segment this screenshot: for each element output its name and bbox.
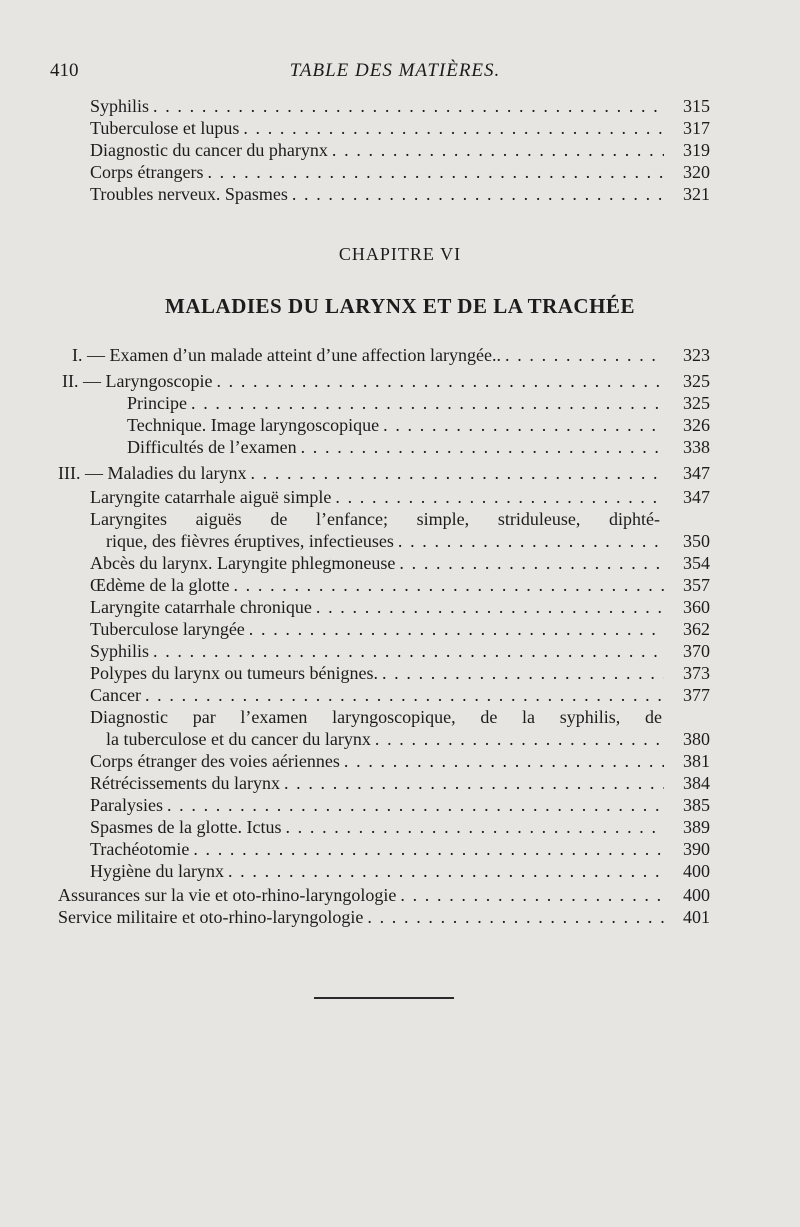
toc-entry — [90, 860, 710, 882]
entry-label-line: Diagnostic par l’examen laryngoscopique, de la syphilis, de — [90, 707, 662, 727]
toc-entry — [90, 183, 710, 205]
entry-label: Syphilis — [90, 641, 150, 661]
entry-page: 381 — [683, 751, 710, 771]
entry-page: 400 — [683, 885, 710, 905]
entry-page: 315 — [683, 96, 710, 116]
end-rule — [314, 997, 454, 999]
entry-label: Principe — [127, 393, 187, 413]
toc-entry — [106, 728, 710, 750]
entry-page: 326 — [683, 415, 710, 435]
entry-label: Hygiène du larynx — [90, 861, 224, 881]
toc-entry — [90, 794, 710, 816]
page-number: 410 — [50, 60, 79, 81]
toc-entry — [90, 816, 710, 838]
entry-label: Service militaire et oto-rhino-laryngologie — [58, 907, 364, 927]
entry-page: 338 — [683, 437, 710, 457]
entry-page: 362 — [683, 619, 710, 639]
entry-label: Rétrécissements du larynx — [90, 773, 280, 793]
entry-page: 325 — [683, 371, 710, 391]
toc-entry — [58, 906, 710, 928]
section-label: II. — Laryngoscopie — [62, 371, 213, 391]
toc-entry — [90, 684, 710, 706]
toc-entry — [127, 414, 710, 436]
toc-entry — [90, 772, 710, 794]
entry-label: Tuberculose et lupus — [90, 118, 240, 138]
entry-page: 373 — [683, 663, 710, 683]
entry-label: Polypes du larynx ou tumeurs bénignes. — [90, 663, 378, 683]
entry-page: 347 — [683, 463, 710, 483]
entry-label: Technique. Image laryngoscopique — [127, 415, 380, 435]
entry-page: 320 — [683, 162, 710, 182]
toc-entry — [90, 117, 710, 139]
toc-section — [72, 344, 710, 366]
toc-entry — [90, 618, 710, 640]
page-header — [50, 60, 740, 88]
entry-label: Difficultés de l’examen — [127, 437, 297, 457]
entry-page: 370 — [683, 641, 710, 661]
entry-label-line: Laryngites aiguës de l’enfance; simple, striduleuse, diphté- — [90, 509, 660, 529]
entry-page: 354 — [683, 553, 710, 573]
entry-label: Trachéotomie — [90, 839, 190, 859]
toc-entry — [90, 139, 710, 161]
entry-page: 380 — [683, 729, 710, 749]
entry-label: Spasmes de la glotte. Ictus — [90, 817, 282, 837]
entry-label: Laryngite catarrhale chronique — [90, 597, 312, 617]
entry-page: 350 — [683, 531, 710, 551]
toc-entry — [90, 574, 710, 596]
entry-label: rique, des fièvres éruptives, infectieuses — [106, 531, 394, 551]
entry-label: Laryngite catarrhale aiguë simple — [90, 487, 332, 507]
chapter-title: MALADIES DU LARYNX ET DE LA TRACHÉE — [165, 294, 635, 318]
toc-entry — [90, 750, 710, 772]
entry-label: Tuberculose laryngée — [90, 619, 245, 639]
entry-label: Corps étranger des voies aériennes — [90, 751, 340, 771]
toc-entry — [90, 95, 710, 117]
entry-page: 390 — [683, 839, 710, 859]
toc-entry — [90, 161, 710, 183]
toc-entry — [106, 530, 710, 552]
toc-entry — [90, 486, 710, 508]
toc-entry — [90, 596, 710, 618]
toc-entry — [90, 640, 710, 662]
entry-page: 347 — [683, 487, 710, 507]
entry-label: Paralysies — [90, 795, 163, 815]
entry-label: la tuberculose et du cancer du larynx — [106, 729, 371, 749]
entry-label: Corps étrangers — [90, 162, 204, 182]
entry-page: 384 — [683, 773, 710, 793]
entry-label: Abcès du larynx. Laryngite phlegmoneuse — [90, 553, 396, 573]
entry-label: Troubles nerveux. Spasmes — [90, 184, 288, 204]
entry-page: 360 — [683, 597, 710, 617]
toc-entry — [90, 838, 710, 860]
entry-page: 319 — [683, 140, 710, 160]
entry-page: 389 — [683, 817, 710, 837]
toc-entry — [127, 436, 710, 458]
entry-page: 357 — [683, 575, 710, 595]
toc-entry — [127, 392, 710, 414]
toc-entry — [58, 884, 710, 906]
entry-page: 317 — [683, 118, 710, 138]
entry-label: Cancer — [90, 685, 141, 705]
section-label: I. — Examen d’un malade atteint d’une affection laryngée.. — [72, 345, 501, 365]
toc-entry — [90, 662, 710, 684]
entry-label: Œdème de la glotte — [90, 575, 230, 595]
section-label: III. — Maladies du larynx — [58, 463, 247, 483]
entry-page: 321 — [683, 184, 710, 204]
chapter-label: CHAPITRE VI — [338, 244, 462, 264]
running-title: TABLE DES MATIÈRES. — [289, 60, 501, 81]
entry-page: 385 — [683, 795, 710, 815]
toc-entry — [90, 552, 710, 574]
entry-page: 323 — [683, 345, 710, 365]
toc-section — [58, 462, 710, 484]
entry-page: 401 — [683, 907, 710, 927]
entry-page: 377 — [683, 685, 710, 705]
entry-label: Assurances sur la vie et oto-rhino-laryngologie — [58, 885, 397, 905]
entry-label: Diagnostic du cancer du pharynx — [90, 140, 328, 160]
entry-page: 325 — [683, 393, 710, 413]
toc-section — [62, 370, 710, 392]
entry-label: Syphilis — [90, 96, 150, 116]
entry-page: 400 — [683, 861, 710, 881]
